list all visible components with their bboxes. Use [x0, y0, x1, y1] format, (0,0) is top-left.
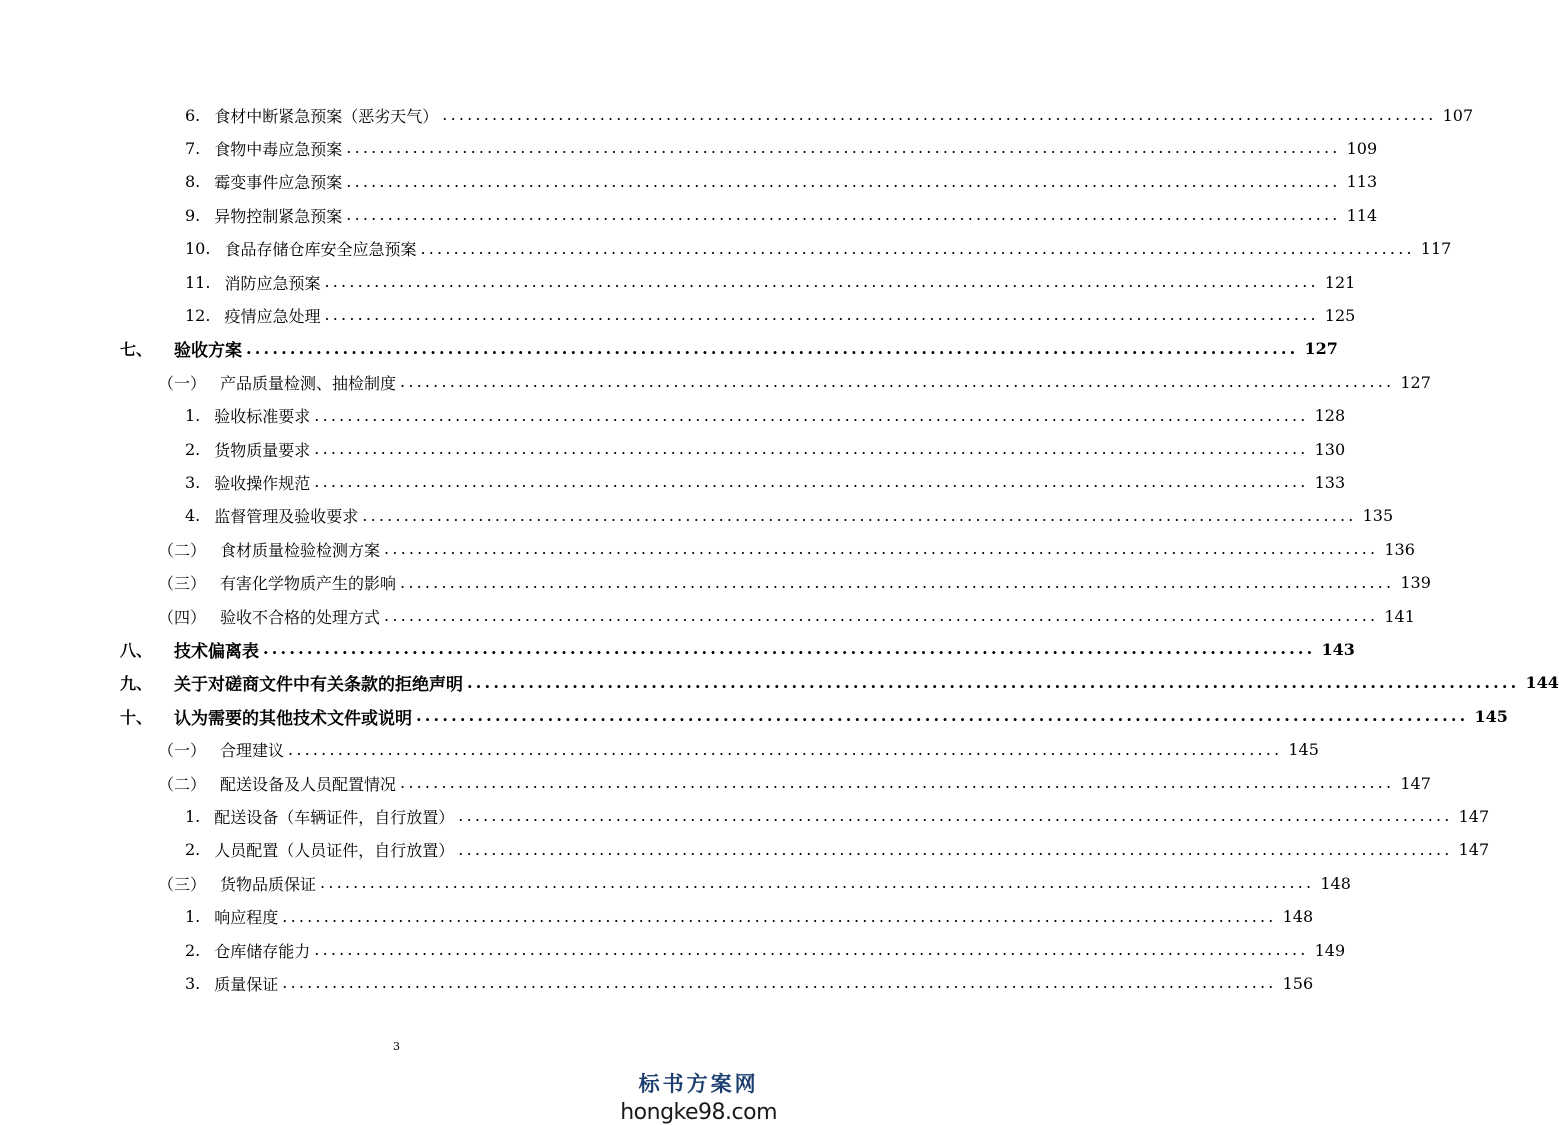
toc-entry-page: 125	[1324, 305, 1356, 325]
toc-entry-number: （三）	[158, 874, 207, 894]
toc-entry-title: 异物控制紧急预案	[214, 206, 343, 226]
toc-entry-number: 3.	[185, 973, 201, 993]
toc-entry-title: 货物品质保证	[220, 874, 317, 894]
toc-entry[interactable]	[158, 733, 1319, 767]
toc-dot-leader: ........................................................................................................................	[458, 806, 1453, 826]
toc-entry-number: 9.	[185, 205, 201, 225]
toc-entry-page: 107	[1442, 105, 1474, 125]
toc-entry-page: 121	[1324, 272, 1356, 292]
toc-entry[interactable]	[120, 632, 1355, 666]
toc-entry-page: 147	[1400, 773, 1431, 793]
toc-dot-leader: ........................................................................................................................	[282, 906, 1277, 926]
toc-dot-leader: ........................................................................................................................	[346, 138, 1341, 158]
toc-dot-leader: ........................................................................................................................	[314, 940, 1309, 959]
page-number: 3	[393, 1040, 400, 1053]
toc-entry-title: 食物中毒应急预案	[214, 139, 343, 159]
toc-entry-number: 10.	[185, 239, 211, 259]
toc-entry[interactable]	[120, 332, 1338, 366]
toc-entry-number: （四）	[158, 607, 207, 627]
toc-entry[interactable]	[120, 666, 1559, 700]
toc-dot-leader: ........................................................................................................................	[324, 305, 1319, 325]
toc-entry-number: 八、	[120, 640, 153, 660]
toc-entry-title: 消防应急预案	[224, 273, 321, 293]
toc-entry[interactable]	[185, 198, 1378, 232]
toc-dot-leader: ........................................................................................................................	[362, 505, 1357, 525]
toc-entry-number: 8.	[185, 172, 201, 192]
toc-entry-title: 产品质量检测、抽检制度	[220, 373, 397, 393]
toc-entry-page: 128	[1314, 406, 1346, 426]
toc-entry-number: （三）	[158, 574, 207, 594]
toc-dot-leader: ........................................................................................................................	[400, 572, 1395, 592]
toc-entry-page: 117	[1420, 239, 1452, 259]
toc-entry-number: 4.	[185, 506, 201, 526]
toc-entry[interactable]	[185, 499, 1394, 533]
toc-dot-leader: ........................................................................................................................	[282, 973, 1277, 993]
toc-entry-title: 质量保证	[214, 974, 279, 994]
toc-entry-number: 2.	[185, 940, 201, 960]
toc-dot-leader: ........................................................................................................................	[467, 672, 1520, 692]
toc-entry[interactable]	[185, 966, 1314, 1000]
toc-dot-leader: ........................................................................................................................	[346, 205, 1341, 225]
toc-entry-title: 食品存储仓库安全应急预案	[224, 240, 417, 260]
toc-entry-page: 109	[1346, 138, 1378, 158]
toc-dot-leader: ........................................................................................................................	[314, 439, 1309, 458]
toc-entry-page: 113	[1346, 172, 1378, 192]
toc-entry-number: （二）	[158, 774, 207, 794]
toc-entry-title: 人员配置（人员证件，自行放置）	[214, 841, 455, 861]
toc-dot-leader: ........................................................................................................................	[324, 272, 1319, 291]
toc-entry-page: 145	[1474, 706, 1508, 726]
toc-entry[interactable]	[185, 900, 1314, 934]
toc-entry-number: 11.	[185, 272, 211, 292]
toc-entry-number: 6.	[185, 105, 201, 125]
toc-dot-leader: ........................................................................................................................	[420, 238, 1415, 258]
toc-dot-leader: ........................................................................................................................	[314, 405, 1309, 425]
toc-entry[interactable]	[185, 232, 1452, 266]
toc-entry-page: 127	[1304, 339, 1338, 359]
toc-entry-title: 合理建议	[220, 741, 285, 761]
toc-entry-title: 配送设备（车辆证件，自行放置）	[214, 807, 455, 827]
toc-entry-page: 144	[1525, 673, 1559, 693]
toc-entry[interactable]	[158, 599, 1415, 633]
toc-entry-number: 12.	[185, 305, 211, 325]
toc-entry[interactable]	[158, 532, 1415, 566]
toc-dot-leader: ........................................................................................................................	[320, 873, 1315, 893]
toc-entry[interactable]	[185, 165, 1378, 199]
toc-entry[interactable]	[185, 399, 1346, 433]
toc-entry-page: 127	[1400, 372, 1431, 392]
toc-entry[interactable]	[185, 265, 1356, 299]
toc-entry-title: 监督管理及验收要求	[214, 507, 359, 527]
toc-entry[interactable]	[120, 699, 1508, 733]
toc-entry-page: 130	[1314, 439, 1346, 459]
toc-dot-leader: ........................................................................................................................	[288, 739, 1283, 759]
toc-dot-leader: ........................................................................................................................	[263, 639, 1316, 659]
toc-dot-leader: ........................................................................................................................	[246, 338, 1299, 358]
toc-dot-leader: ........................................................................................................................	[384, 539, 1379, 559]
toc-entry-title: 验收操作规范	[214, 473, 311, 493]
toc-entry[interactable]	[185, 98, 1474, 132]
toc-entry-title: 关于对磋商文件中有关条款的拒绝声明	[174, 675, 464, 696]
toc-entry-title: 霉变事件应急预案	[214, 173, 343, 193]
toc-entry[interactable]	[185, 799, 1490, 833]
toc-entry-number: （一）	[158, 373, 207, 393]
toc-dot-leader: ........................................................................................................................	[314, 472, 1309, 492]
toc-entry-title: 技术偏离表	[174, 641, 260, 662]
toc-entry[interactable]	[185, 933, 1346, 967]
toc-entry-page: 145	[1288, 740, 1319, 760]
toc-entry[interactable]	[158, 566, 1431, 600]
toc-entry-page: 149	[1314, 940, 1346, 960]
toc-entry[interactable]	[158, 766, 1431, 800]
toc-entry-number: 1.	[185, 806, 201, 826]
toc-entry-page: 133	[1314, 472, 1346, 492]
toc-entry-page: 114	[1346, 205, 1378, 225]
toc-entry-title: 货物质量要求	[214, 440, 311, 460]
toc-dot-leader: ........................................................................................................................	[400, 773, 1395, 792]
watermark-site-name: 标书方案网	[638, 1072, 759, 1096]
toc-entry-number: 1.	[185, 406, 201, 426]
toc-entry-number: （二）	[158, 540, 207, 560]
toc-entry-number: 十、	[120, 707, 153, 727]
toc-entry-page: 143	[1321, 639, 1355, 659]
toc-entry[interactable]	[185, 432, 1346, 466]
toc-entry-page: 136	[1384, 539, 1415, 559]
toc-entry-number: 2.	[185, 840, 201, 860]
toc-entry-page: 148	[1282, 907, 1314, 927]
toc-entry-number: 7.	[185, 138, 201, 158]
toc-entry-title: 仓库储存能力	[214, 941, 311, 961]
toc-entry-title: 验收方案	[174, 341, 243, 362]
toc-entry[interactable]	[185, 131, 1378, 165]
toc-entry-title: 疫情应急处理	[224, 306, 321, 326]
toc-entry-title: 食材质量检验检测方案	[220, 540, 381, 560]
watermark-url: hongke98.com	[620, 1100, 777, 1125]
toc-entry-page: 148	[1320, 873, 1351, 893]
toc-entry-title: 配送设备及人员配置情况	[220, 774, 397, 794]
toc-entry-title: 有害化学物质产生的影响	[220, 574, 397, 594]
toc-entry[interactable]	[185, 833, 1490, 867]
toc-dot-leader: ........................................................................................................................	[416, 706, 1469, 726]
toc-entry-title: 认为需要的其他技术文件或说明	[174, 708, 413, 729]
toc-entry-page: 147	[1458, 806, 1490, 826]
toc-entry-number: 3.	[185, 472, 201, 492]
toc-entry[interactable]	[158, 365, 1431, 399]
toc-entry-number: 七、	[120, 340, 153, 360]
toc-entry-title: 验收标准要求	[214, 407, 311, 427]
toc-entry-number: 九、	[120, 674, 153, 694]
toc-entry-number: （一）	[158, 741, 207, 761]
watermark-logo	[620, 1068, 777, 1125]
toc-entry-page: 147	[1458, 840, 1490, 860]
toc-dot-leader: ........................................................................................................................	[384, 606, 1379, 625]
toc-dot-leader: ........................................................................................................................	[458, 839, 1453, 859]
toc-entry-page: 141	[1384, 606, 1415, 626]
toc-dot-leader: ........................................................................................................................	[442, 105, 1437, 124]
toc-entry[interactable]	[185, 465, 1346, 499]
toc-entry-title: 响应程度	[214, 908, 279, 928]
toc-entry[interactable]	[158, 866, 1351, 900]
toc-dot-leader: ........................................................................................................................	[346, 171, 1341, 191]
toc-entry-title: 食材中断紧急预案（恶劣天气）	[214, 106, 439, 126]
toc-dot-leader: ........................................................................................................................	[400, 372, 1395, 392]
toc-entry[interactable]	[185, 298, 1356, 332]
toc-entry-page: 139	[1400, 573, 1431, 593]
toc-entry-title: 验收不合格的处理方式	[220, 607, 381, 627]
toc-entry-number: 1.	[185, 907, 201, 927]
toc-entry-number: 2.	[185, 439, 201, 459]
toc-entry-page: 135	[1362, 506, 1394, 526]
toc-entry-page: 156	[1282, 973, 1314, 993]
